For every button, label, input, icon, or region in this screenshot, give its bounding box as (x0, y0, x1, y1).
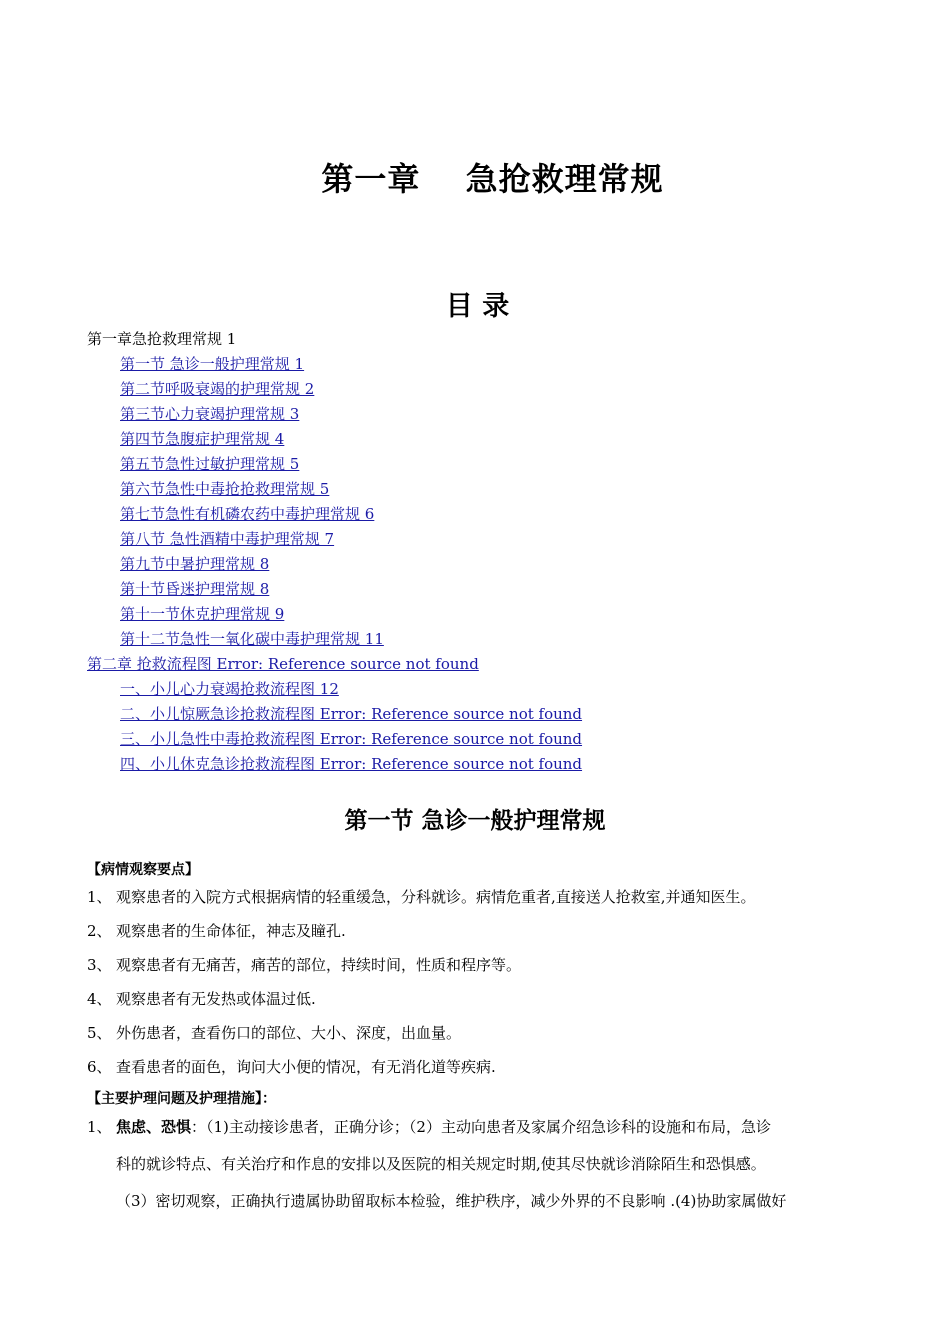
nursing-text: ：（1)主动接诊患者，正确分诊；（2）主动向患者及家属介绍急诊科的设施和布局，急诊 (191, 1118, 771, 1136)
nursing-item-1 (87, 1109, 867, 1220)
table-of-contents (87, 327, 582, 777)
observation-list (87, 880, 867, 1084)
toc-entry (87, 502, 582, 527)
toc-link[interactable]: 第五节急性过敏护理常规 5 (120, 455, 300, 473)
observation-text: 观察患者有无发热或体温过低. (116, 990, 316, 1008)
nursing-item-1-line1 (87, 1109, 867, 1146)
toc-entry (87, 677, 582, 702)
toc-link[interactable]: 第十二节急性一氧化碳中毒护理常规 11 (120, 630, 384, 648)
toc-title: 目 录 (445, 291, 510, 322)
toc-entry (87, 602, 582, 627)
observation-text: 观察患者的入院方式根据病情的轻重缓急，分科就诊。病情危重者,直接送人抢救室,并通知医生。 (116, 888, 756, 906)
observation-item (87, 948, 867, 982)
toc-entry (87, 652, 582, 677)
observation-item (87, 880, 867, 914)
toc-entry (87, 552, 582, 577)
toc-link[interactable]: 三、小儿急性中毒抢救流程图 Error: Reference source not found (120, 730, 583, 748)
toc-entry (87, 702, 582, 727)
nursing-item-1-line2: 科的就诊特点、有关治疗和作息的安排以及医院的相关规定时期,使其尽快就诊消除陌生和恐惧感。 (116, 1155, 766, 1173)
toc-entry (87, 402, 582, 427)
toc-link[interactable]: 第三节心力衰竭护理常规 3 (120, 405, 300, 423)
toc-entry (87, 577, 582, 602)
observation-text: 观察患者的生命体征，神志及瞳孔. (116, 922, 346, 940)
section-title: 第一节 急诊一般护理常规 (344, 808, 606, 834)
toc-link[interactable]: 二、小儿惊厥急诊抢救流程图 Error: Reference source not found (120, 705, 583, 723)
observation-heading: 【病情观察要点】 (87, 862, 199, 878)
observation-item (87, 1050, 867, 1084)
toc-link[interactable]: 第八节 急性酒精中毒护理常规 7 (120, 530, 335, 548)
toc-link[interactable]: 一、小儿心力衰竭抢救流程图 12 (120, 680, 339, 698)
observation-item (87, 982, 867, 1016)
toc-entry (87, 327, 582, 352)
observation-text: 查看患者的面色，询问大小便的情况，有无消化道等疾病. (116, 1058, 496, 1076)
toc-entry (87, 627, 582, 652)
observation-text: 观察患者有无痛苦，痛苦的部位，持续时间，性质和程序等。 (116, 956, 522, 974)
toc-entry (87, 477, 582, 502)
list-number: 2、 (87, 922, 112, 940)
observation-section (87, 860, 867, 1084)
toc-entry (87, 352, 582, 377)
toc-link[interactable]: 第九节中暑护理常规 8 (120, 555, 270, 573)
toc-entry (87, 452, 582, 477)
toc-link[interactable]: 四、小儿休克急诊抢救流程图 Error: Reference source not found (120, 755, 583, 773)
toc-link[interactable]: 第六节急性中毒抢抢救理常规 5 (120, 480, 330, 498)
nursing-heading: 【主要护理问题及护理措施】： (87, 1091, 276, 1107)
chapter-title: 第一章 急抢救理常规 (321, 160, 664, 198)
list-number: 3、 (87, 956, 112, 974)
nursing-item-1-line3: （3）密切观察，正确执行遗属协助留取标本检验，维护秩序，减少外界的不良影响 .(4)协助家属做好 (116, 1192, 787, 1210)
list-number: 5、 (87, 1024, 112, 1042)
toc-entry (87, 377, 582, 402)
toc-entry (87, 527, 582, 552)
observation-text: 外伤患者，查看伤口的部位、大小、深度，出血量。 (116, 1024, 462, 1042)
toc-entry (87, 427, 582, 452)
list-number: 1、 (87, 888, 112, 906)
toc-link[interactable]: 第四节急腹症护理常规 4 (120, 430, 285, 448)
list-number: 6、 (87, 1058, 112, 1076)
toc-link[interactable]: 第七节急性有机磷农药中毒护理常规 6 (120, 505, 375, 523)
list-number: 1、 (87, 1118, 112, 1136)
nursing-label: 焦虑、恐惧 (116, 1118, 192, 1136)
toc-link[interactable]: 第二节呼吸衰竭的护理常规 2 (120, 380, 315, 398)
toc-entry (87, 727, 582, 752)
observation-item (87, 1016, 867, 1050)
toc-link[interactable]: 第十一节休克护理常规 9 (120, 605, 285, 623)
nursing-section (87, 1089, 867, 1220)
toc-link[interactable]: 第一节 急诊一般护理常规 1 (120, 355, 305, 373)
toc-link[interactable]: 第十节昏迷护理常规 8 (120, 580, 270, 598)
toc-entry (87, 752, 582, 777)
list-number: 4、 (87, 990, 112, 1008)
toc-text: 第一章急抢救理常规 1 (87, 330, 237, 348)
observation-item (87, 914, 867, 948)
toc-link[interactable]: 第二章 抢救流程图 Error: Reference source not found (87, 655, 479, 673)
